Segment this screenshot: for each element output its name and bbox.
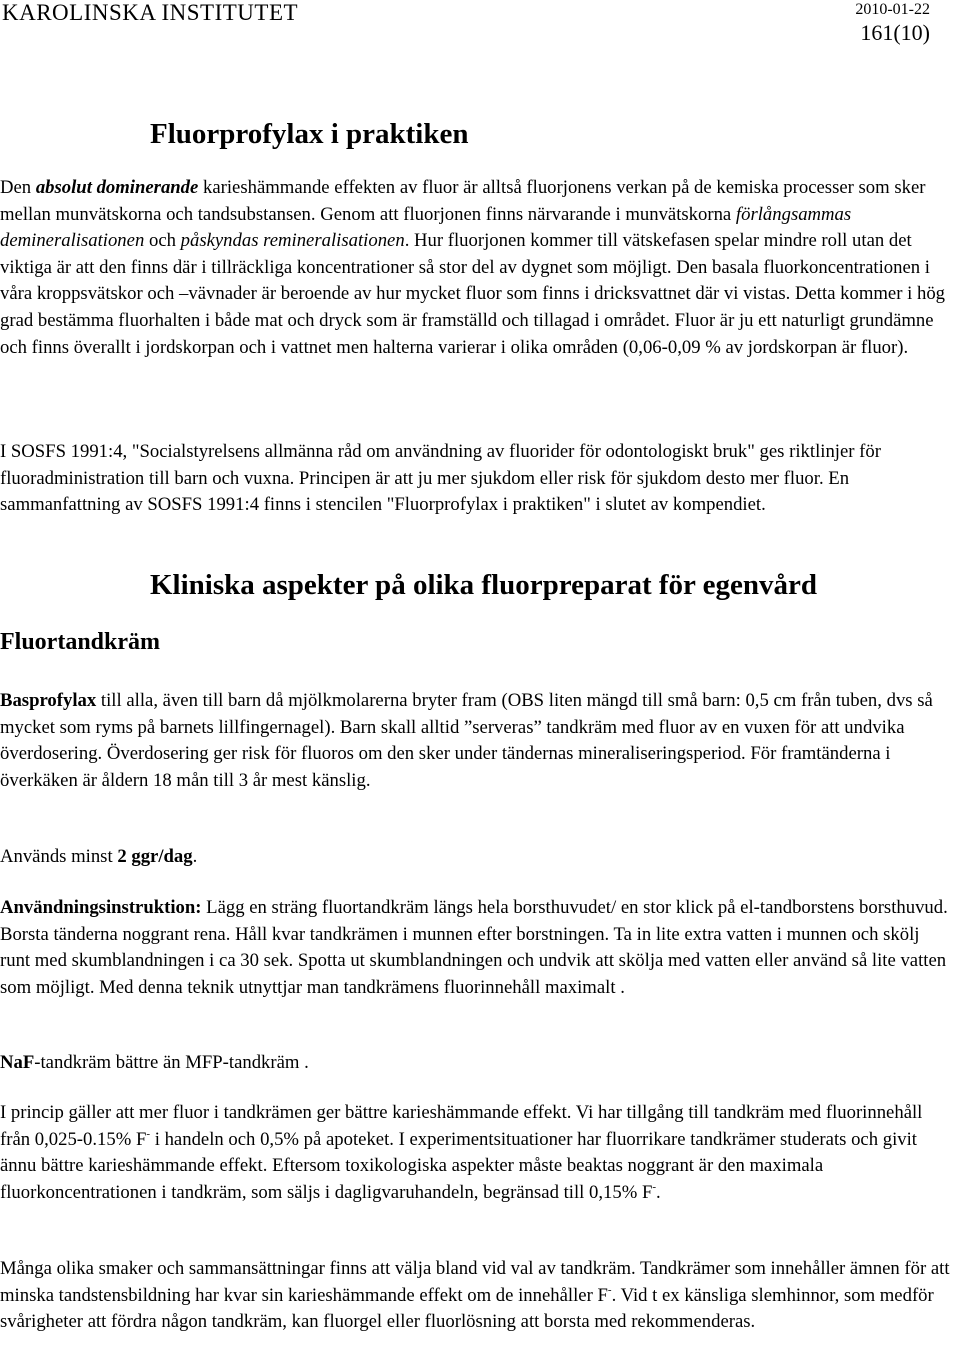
p1-text-c: karieshämmande effekten av fluor är alltså fluorjonens verkan på de kemiska processer som sker mellan munvätskorna och tandsubstansen. Genom att fluorjonen finns närvarande i munvätskorna bbox=[0, 177, 926, 225]
paragraph-flavours bbox=[0, 1256, 952, 1336]
page-number: 161(10) bbox=[860, 20, 930, 45]
institution-name: KAROLINSKA INSTITUTET bbox=[2, 0, 299, 25]
paragraph-dosage bbox=[0, 844, 952, 871]
p4-text-c: . bbox=[192, 846, 198, 867]
p8-superscript: - bbox=[607, 1283, 612, 1296]
p1-emphasis-remineralisation: påskyndas remineralisationen bbox=[180, 230, 405, 252]
p7-text-c: . bbox=[656, 1181, 661, 1203]
p7-superscript-2: - bbox=[652, 1180, 657, 1193]
p4-bold-frequency: 2 ggr/dag bbox=[117, 846, 193, 867]
p1-text-a: Den bbox=[0, 177, 36, 198]
subheading-fluortandkram: Fluortandkräm bbox=[0, 629, 161, 655]
p5-text: Lägg en sträng fluortandkräm längs hela borsthuvudet/ en stor klick på el-tandborstens borsthuvud. Borsta tänderna noggrant rena. Håll kvar tandkrämen i munnen efter borstningen. Ta in lite extra vatten i munnen och skölj runt med skumblandningen i ca 30 sek. Spotta ut skumblandningen och undvik att skölja med vatten eller använd så lite vatten som möjligt. Med denna teknik utnyttjar man tandkrämens fluorinnehåll maximalt . bbox=[0, 897, 948, 998]
paragraph-fluor-effect bbox=[0, 175, 952, 361]
document-date: 2010-01-22 bbox=[855, 1, 930, 18]
p7-text-b: i handeln och 0,5% på apoteket. I experimentsituationer har fluorrikare tandkrämer studerats och givit ännu bättre karieshämmande effekt. Eftersom toxikologiska aspekter måste beaktas noggrant är den maximala fluorkoncentrationen i tandkräm, som säljs i dagligvaruhandeln, begränsad till 0,15% F bbox=[0, 1128, 918, 1203]
p8-text-b: . Vid t ex känsliga slemhinnor, som medför svårigheter att fördra någon tandkräm, kan fluorgel eller fluorlösning att borsta med rekommenderas. bbox=[0, 1284, 934, 1332]
p8-text-a: Många olika smaker och sammansättningar finns att välja bland vid val av tandkräm. Tandkrämer som innehåller ämnen för att minska tandstensbildning har kvar sin karieshämmande effekt om de innehåller F bbox=[0, 1258, 950, 1306]
paragraph-sosfs: I SOSFS 1991:4, "Socialstyrelsens allmänna råd om användning av fluorider för odontologiskt bruk" ges riktlinjer för fluoradministration till barn och vuxna. Principen är att ju mer sjukdom eller risk för sjukdom desto mer fluor. En sammanfattning av SOSFS 1991:4 finns i stencilen "Fluorprofylax i praktiken" i slutet av kompendiet. bbox=[0, 441, 881, 516]
p7-superscript-1: - bbox=[146, 1127, 151, 1140]
p3-bold-basprofylax: Basprofylax bbox=[0, 690, 97, 711]
p1-emphasis-demineralisation: förlångsammas demineralisationen bbox=[0, 203, 852, 252]
paragraph-instructions bbox=[0, 895, 952, 1001]
section-heading-fluorprofylax: Fluorprofylax i praktiken bbox=[150, 118, 469, 150]
paragraph-fluor-concentration bbox=[0, 1100, 952, 1206]
p1-emphasis-dominerande: absolut dominerande bbox=[35, 177, 199, 198]
p5-bold-label: Användningsinstruktion: bbox=[0, 897, 202, 918]
paragraph-basprofylax bbox=[0, 688, 952, 794]
p1-text-e: och bbox=[144, 230, 181, 252]
p6-bold-naf: NaF bbox=[0, 1052, 35, 1073]
paragraph-naf bbox=[0, 1050, 952, 1077]
p1-text-g: . Hur fluorjonen kommer till vätskefasen spelar mindre roll utan det viktiga är att den finns där i tillräckliga koncentrationer så stor del av dygnet som möjligt. Den basala fluorkoncentrationen i våra kroppsvätskor och –vävnader är beroende av hur mycket fluor som finns i dricksvattnet där vi vistas. Detta kommer i hög grad bestämma fluorhalten i både mat och dryck som är framställd och tillagad i området. Fluor är ju ett naturligt grundämne och finns överallt i jordskorpan och i vattnet men halterna varierar i olika områden (0,06-0,09 % av jordskorpan är fluor). bbox=[0, 230, 946, 358]
p6-text: -tandkräm bättre än MFP-tandkräm . bbox=[34, 1052, 309, 1073]
p3-text: till alla, även till barn då mjölkmolarerna bryter fram (OBS liten mängd till små barn: 0,5 cm från tuben, dvs så mycket som ryms på barnets lillfingernagel). Barn skall alltid ”serveras” tandkräm med fluor av en vuxen för att undvika överdosering. Överdosering ger risk för fluoros om den sker under tändernas mineraliseringsperiod. För framtänderna i överkäken är åldern 18 mån till 3 år mest känslig. bbox=[0, 690, 933, 791]
p7-text-a: I princip gäller att mer fluor i tandkrämen ger bättre karieshämmande effekt. Vi har tillgång till tandkräm med fluorinnehåll från 0,025-0.15% F bbox=[0, 1102, 923, 1150]
p4-text-a: Används minst bbox=[0, 846, 118, 867]
section-heading-kliniska-aspekter: Kliniska aspekter på olika fluorpreparat för egenvård bbox=[150, 569, 818, 601]
